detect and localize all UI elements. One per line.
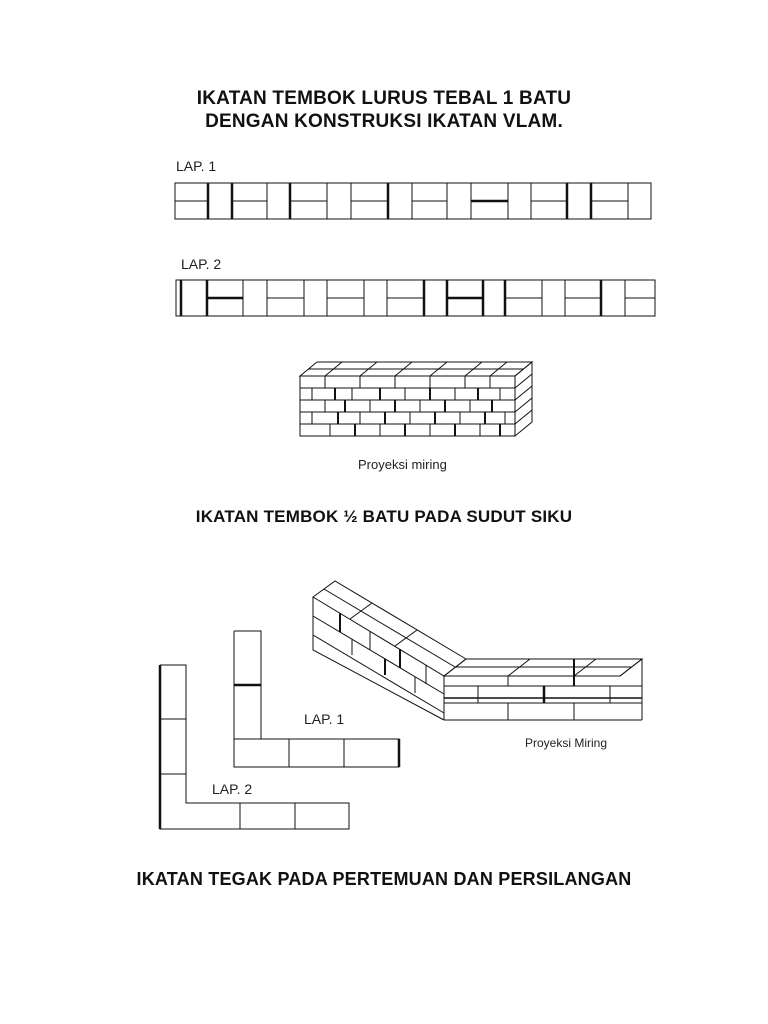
straight-wall-oblique: [300, 362, 532, 436]
corner-layer-2-plan: [160, 665, 349, 829]
title-3: IKATAN TEGAK PADA PERTEMUAN DAN PERSILANGAN: [136, 869, 632, 889]
oblique-projection-caption: Proyeksi miring: [358, 457, 447, 472]
corner-layer-1-label: LAP. 1: [304, 711, 345, 727]
title-2: IKATAN TEMBOK ½ BATU PADA SUDUT SIKU: [195, 507, 573, 526]
layer-1-label: LAP. 1: [176, 158, 217, 174]
title-1-line-1: IKATAN TEMBOK LURUS TEBAL 1 BATU: [196, 88, 572, 109]
layer-2-plan: [176, 280, 655, 316]
title-1-line-2: DENGAN KONSTRUKSI IKATAN VLAM.: [205, 111, 563, 132]
corner-oblique-caption: Proyeksi Miring: [525, 736, 608, 750]
corner-layer-2-label: LAP. 2: [212, 781, 253, 797]
layer-1-plan: [175, 183, 651, 219]
corner-oblique: [313, 581, 642, 720]
layer-2-label: LAP. 2: [181, 256, 222, 272]
